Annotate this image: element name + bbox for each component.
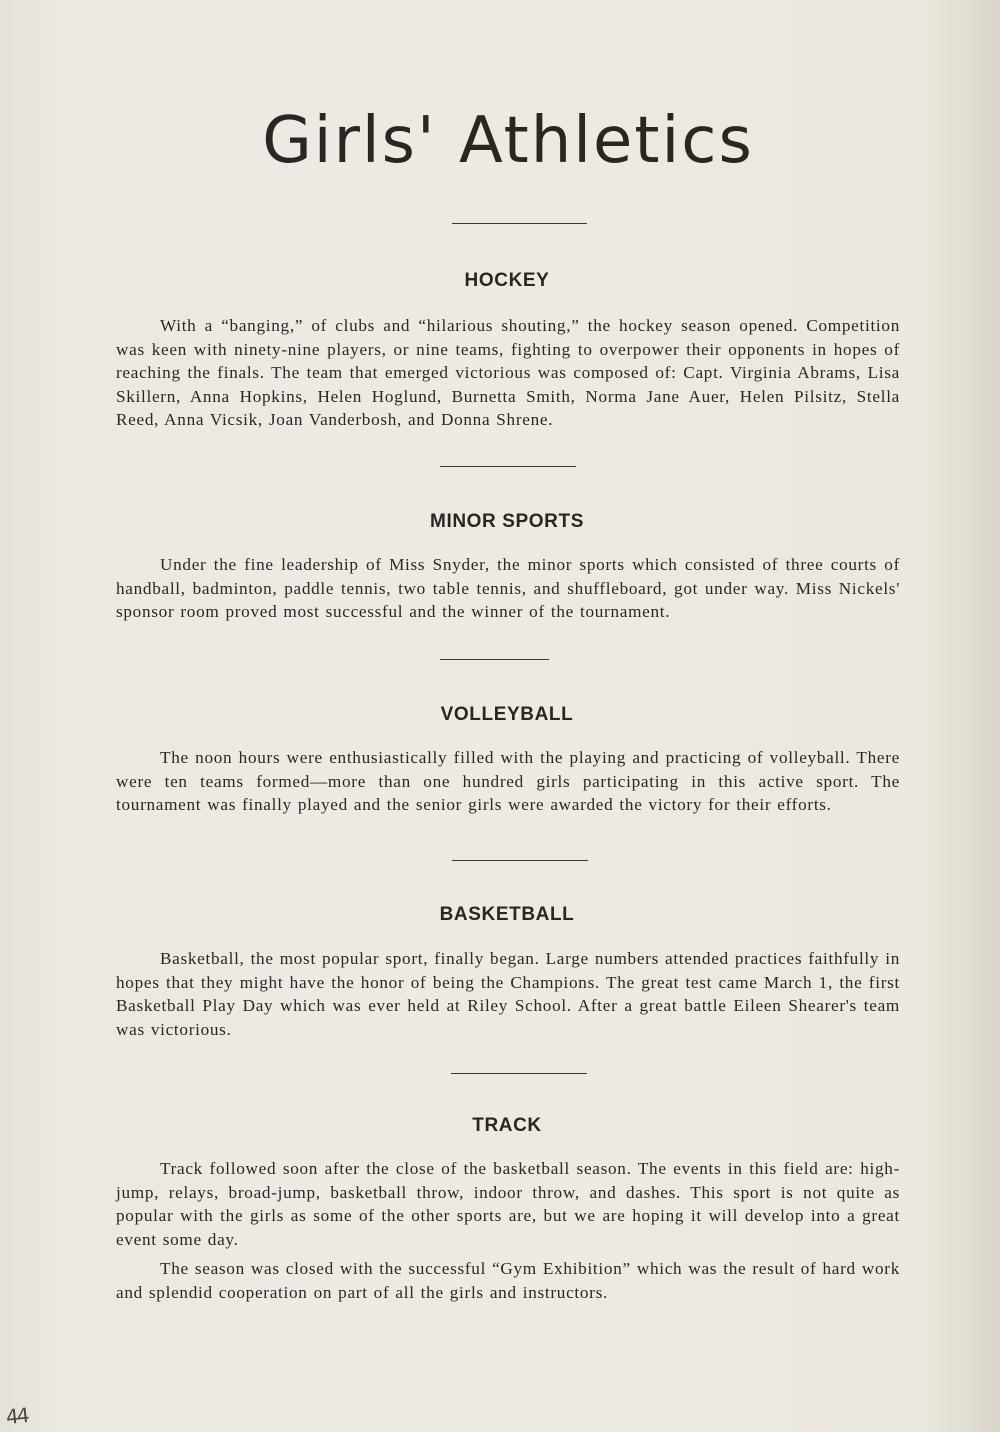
divider-rule [452, 860, 588, 861]
section-heading-minor-sports: MINOR SPORTS [430, 511, 584, 532]
section-paragraph-track: Track followed soon after the close of the basketball season. The events in this field are: high-jump, relays, broad-jump, basketball throw, indoor throw, and dashes. This sport is not quite as popular with the girls as some of the other sports are, but we are hoping it will develop into a great event some day. [116, 1159, 900, 1249]
section-heading-hockey: HOCKEY [464, 270, 550, 291]
section-paragraph-minor-sports: Under the fine leadership of Miss Snyder, the minor sports which consisted of three courts of handball, badminton, paddle tennis, two table tennis, and shuffleboard, got under way. Miss Nickels' sponsor room proved most successful and the winner of the tournament. [116, 555, 900, 622]
divider-rule [440, 659, 549, 660]
section-heading-track: TRACK [472, 1115, 542, 1136]
page-title: Girls' Athletics [262, 104, 754, 178]
section-heading-volleyball: VOLLEYBALL [440, 704, 574, 725]
section-heading-basketball: BASKETBALL [439, 904, 575, 925]
divider-rule [452, 223, 587, 224]
divider-rule [451, 1073, 587, 1074]
handwritten-page-number: 44 [4, 1402, 29, 1430]
section-paragraph-basketball: Basketball, the most popular sport, finally began. Large numbers attended practices faithfully in hopes that they might have the honor of being the Champions. The great test came March 1, the first Basketball Play Day which was ever held at Riley School. After a great battle Eileen Shearer's team was victorious. [116, 949, 900, 1039]
divider-rule [440, 466, 576, 467]
section-paragraph-track-closing: The season was closed with the successful “Gym Exhibition” which was the result of hard work and splendid cooperation on part of all the girls and instructors. [116, 1259, 900, 1302]
section-paragraph-hockey: With a “banging,” of clubs and “hilarious shouting,” the hockey season opened. Competition was keen with ninety-nine players, or nine teams, fighting to overpower their opponents in hopes of reaching the finals. The team that emerged victorious was composed of: Capt. Virginia Abrams, Lisa Skillern, Anna Hopkins, Helen Hoglund, Burnetta Smith, Norma Jane Auer, Helen Pilsitz, Stella Reed, Anna Vicsik, Joan Vanderbosh, and Donna Shrene. [116, 316, 900, 430]
section-paragraph-volleyball: The noon hours were enthusiastically filled with the playing and practicing of volleyball. There were ten teams formed—more than one hundred girls participating in this active sport. The tournament was finally played and the senior girls were awarded the victory for their efforts. [116, 748, 900, 815]
